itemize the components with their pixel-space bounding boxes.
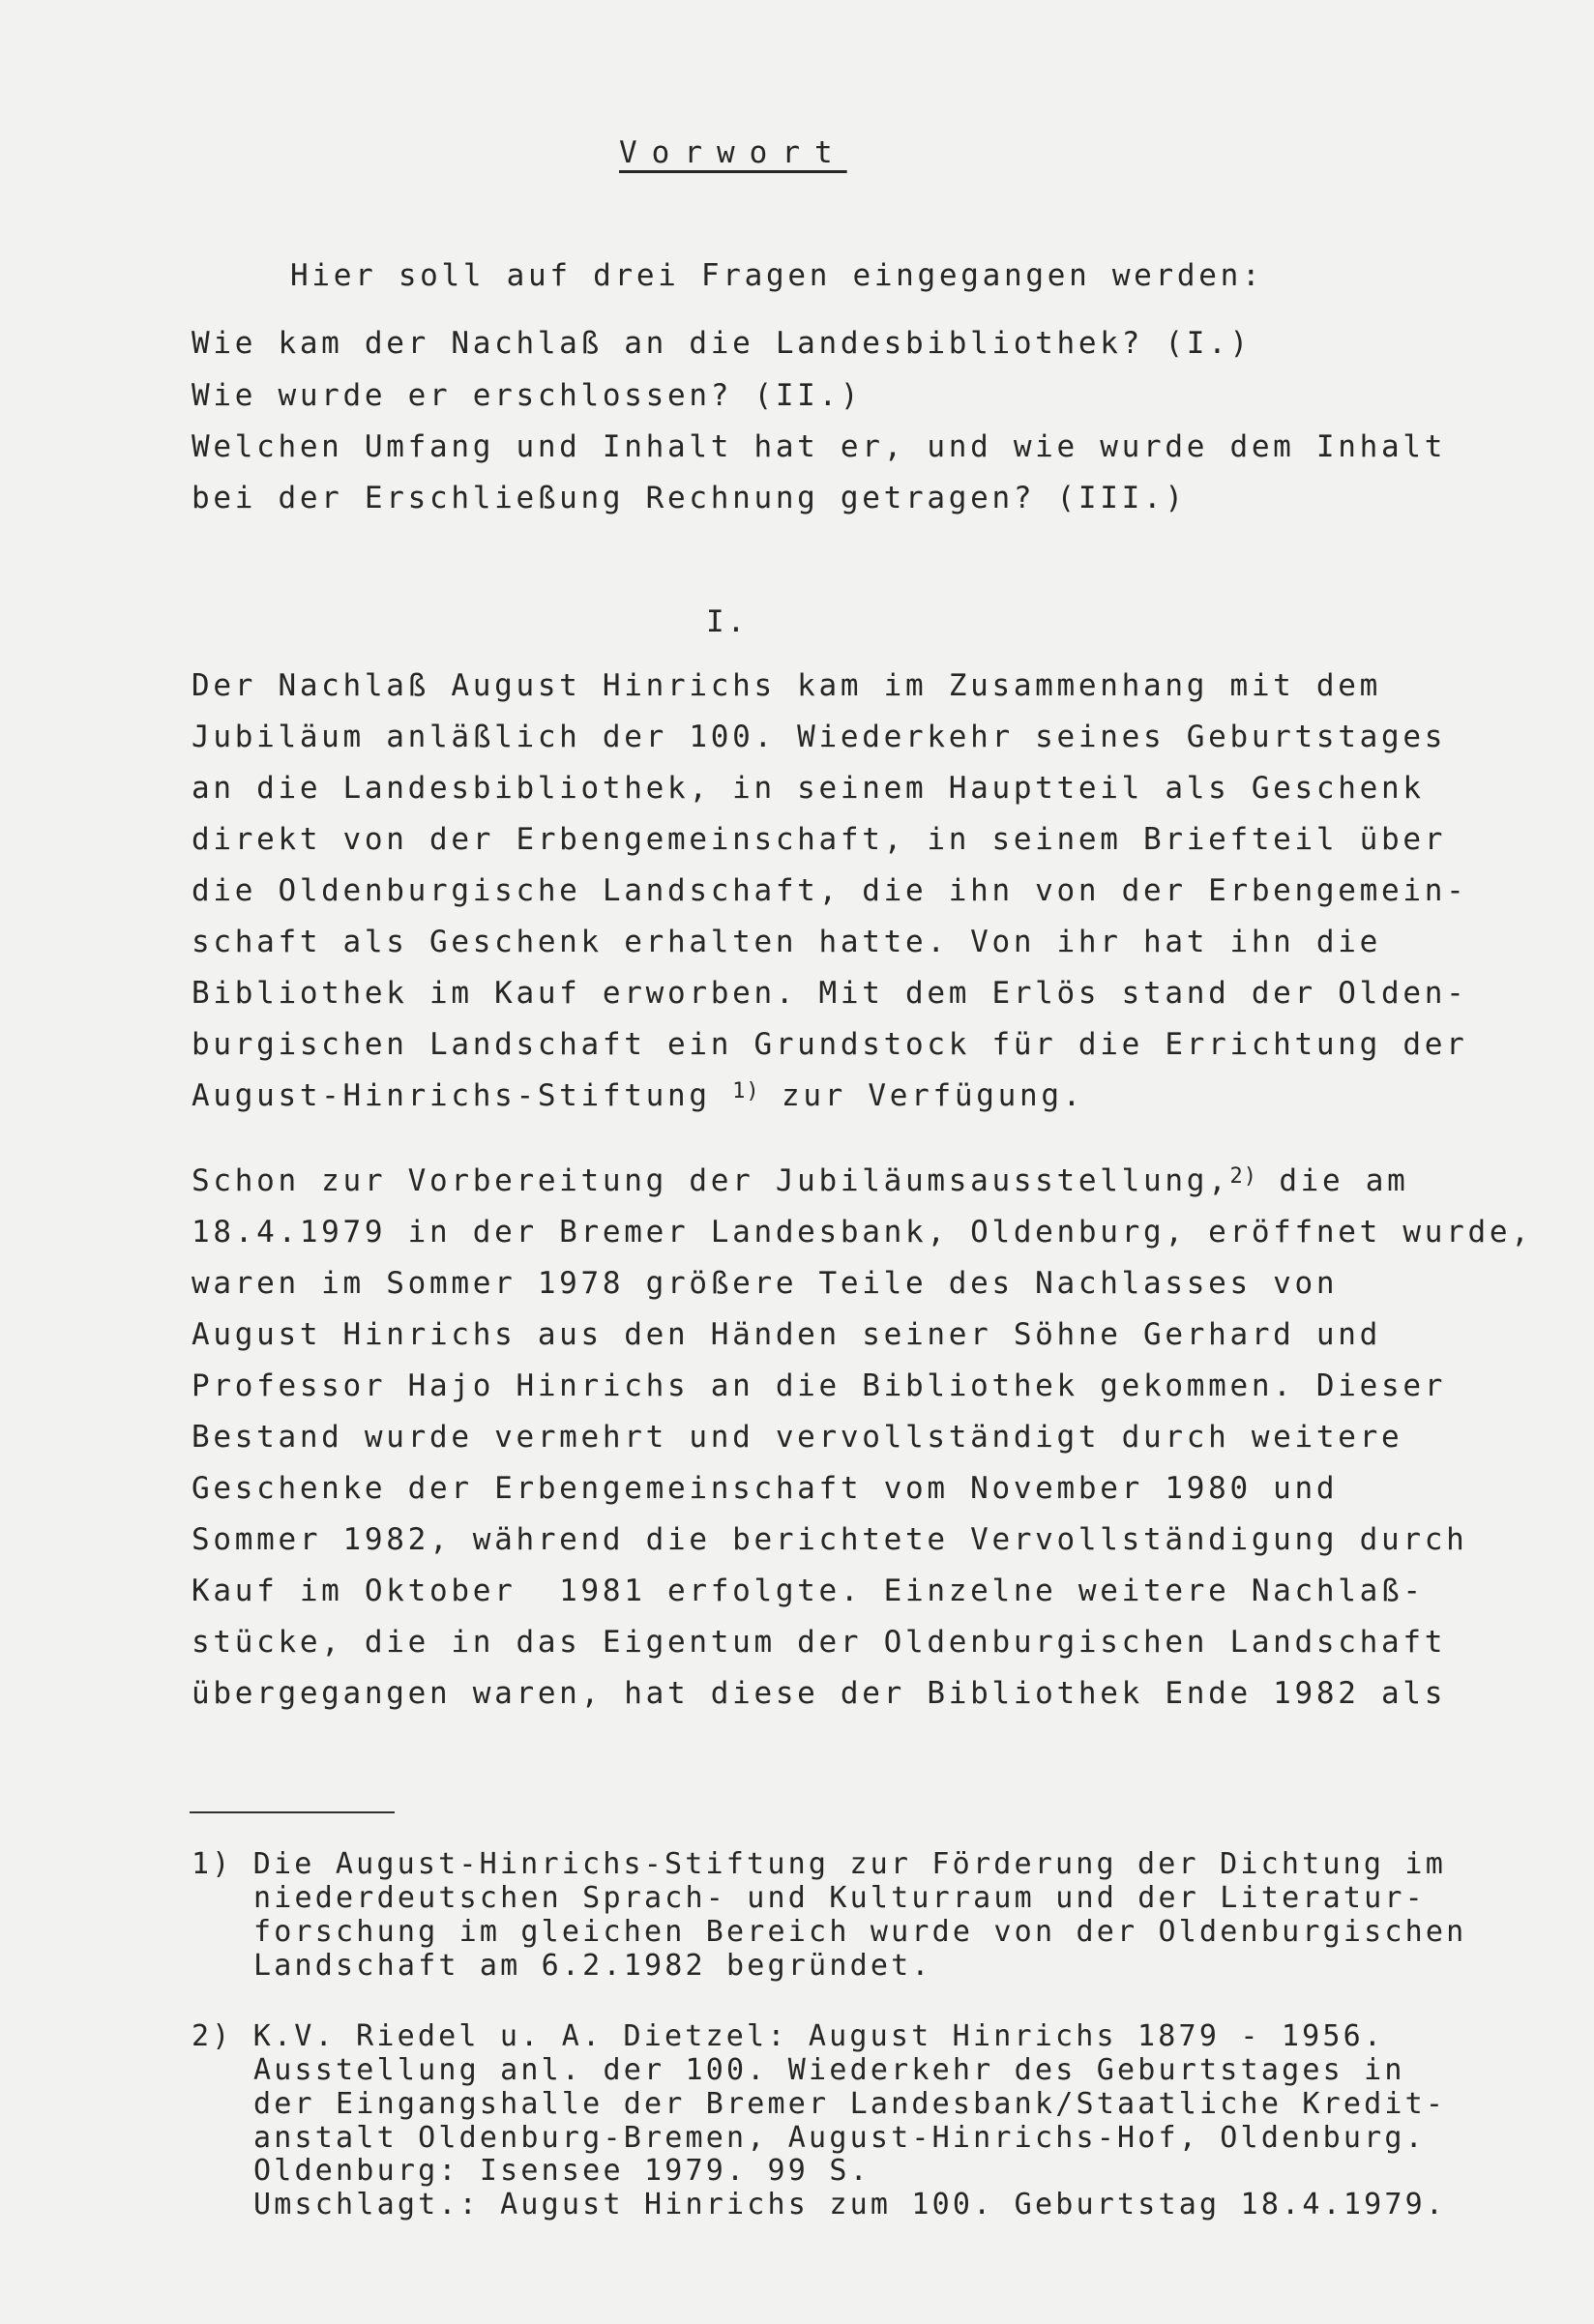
- page-title: Vorwort: [619, 135, 847, 170]
- paragraph-line: Sommer 1982, während die berichtete Vervollständigung durch: [192, 1522, 1468, 1557]
- paragraph-line: an die Landesbibliothek, in seinem Hauptteil als Geschenk: [192, 771, 1425, 806]
- paragraph-line: schaft als Geschenk erhalten hatte. Von ihr hat ihn die: [192, 925, 1381, 959]
- footnote-1-line: Landschaft am 6.2.1982 begründet.: [253, 1949, 932, 1983]
- paragraph-text: August-Hinrichs-Stiftung: [192, 1078, 733, 1113]
- paragraph-line: stücke, die in das Eigentum der Oldenburgischen Landschaft: [192, 1625, 1447, 1660]
- footnote-2-line: der Eingangshalle der Bremer Landesbank/Staatliche Kredit-: [253, 2087, 1447, 2121]
- paragraph-text: Schon zur Vorbereitung der Jubiläumsausstellung,: [192, 1163, 1230, 1198]
- section-numeral: I.: [706, 604, 749, 639]
- footnote-ref: 2): [1229, 1164, 1257, 1189]
- paragraph-line: burgischen Landschaft ein Grundstock für die Errichtung der: [192, 1027, 1468, 1062]
- footnote-2-line: Umschlagt.: August Hinrichs zum 100. Geburtstag 18.4.1979.: [253, 2188, 1447, 2221]
- footnote-divider: [190, 1811, 395, 1813]
- intro-line: Welchen Umfang und Inhalt hat er, und wie wurde dem Inhalt: [192, 429, 1447, 464]
- paragraph-line: Geschenke der Erbengemeinschaft vom November 1980 und: [192, 1471, 1339, 1506]
- footnote-2-line: Ausstellung anl. der 100. Wiederkehr des Geburtstages in: [253, 2053, 1405, 2087]
- paragraph-line: 18.4.1979 in der Bremer Landesbank, Oldenburg, eröffnet wurde,: [192, 1215, 1533, 1250]
- intro-line: Wie kam der Nachlaß an die Landesbibliothek? (I.): [192, 326, 1252, 361]
- footnote-1-line: niederdeutschen Sprach- und Kulturraum und der Literatur-: [253, 1881, 1426, 1915]
- intro-line: Wie wurde er erschlossen? (II.): [192, 378, 863, 413]
- footnote-2-line: 2) K.V. Riedel u. A. Dietzel: August Hinrichs 1879 - 1956.: [192, 2019, 1385, 2053]
- paragraph-line: die Oldenburgische Landschaft, die ihn von der Erbengemein-: [192, 873, 1468, 908]
- paragraph-line: waren im Sommer 1978 größere Teile des Nachlasses von: [192, 1266, 1339, 1301]
- intro-line: bei der Erschließung Rechnung getragen? (III.): [192, 481, 1187, 515]
- paragraph-line: Jubiläum anläßlich der 100. Wiederkehr seines Geburtstages: [192, 720, 1447, 754]
- paragraph-line: August Hinrichs aus den Händen seiner Söhne Gerhard und: [192, 1317, 1381, 1352]
- intro-line: Hier soll auf drei Fragen eingegangen werden:: [290, 258, 1264, 293]
- paragraph-text: zur Verfügung.: [759, 1078, 1085, 1113]
- paragraph-line: Professor Hajo Hinrichs an die Bibliothek gekommen. Dieser: [192, 1368, 1447, 1403]
- footnote-2-line: Oldenburg: Isensee 1979. 99 S.: [253, 2154, 871, 2188]
- paragraph-line: Kauf im Oktober 1981 erfolgte. Einzelne weitere Nachlaß-: [192, 1574, 1425, 1608]
- paragraph-line: übergegangen waren, hat diese der Bibliothek Ende 1982 als: [192, 1676, 1447, 1711]
- paragraph-line: direkt von der Erbengemeinschaft, in seinem Briefteil über: [192, 822, 1447, 857]
- footnote-ref: 1): [732, 1079, 760, 1103]
- paragraph-line: [192, 1163, 1409, 1198]
- paragraph-line: Der Nachlaß August Hinrichs kam im Zusammenhang mit dem: [192, 668, 1381, 703]
- paragraph-line: Bibliothek im Kauf erworben. Mit dem Erlös stand der Olden-: [192, 976, 1468, 1011]
- footnote-1-line: forschung im gleichen Bereich wurde von der Oldenburgischen: [253, 1915, 1467, 1949]
- footnote-2-line: anstalt Oldenburg-Bremen, August-Hinrichs-Hof, Oldenburg.: [253, 2121, 1426, 2155]
- paragraph-text: die am: [1256, 1163, 1409, 1198]
- paragraph-line: [192, 1078, 1085, 1113]
- paragraph-line: Bestand wurde vermehrt und vervollständigt durch weitere: [192, 1420, 1403, 1455]
- footnote-1-line: 1) Die August-Hinrichs-Stiftung zur Förderung der Dichtung im: [192, 1847, 1446, 1881]
